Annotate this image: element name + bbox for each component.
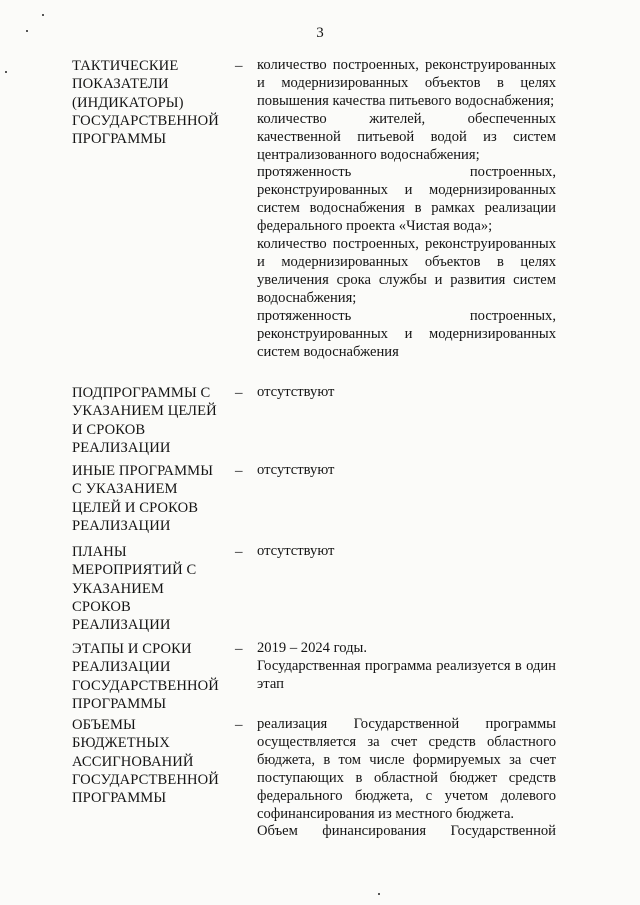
- value-paragraph: Объем финансирования Государственной: [257, 823, 556, 840]
- row-dash: –: [235, 58, 243, 74]
- row-value: [257, 716, 556, 841]
- row-label: ОБЪЕМЫ БЮДЖЕТНЫХ АССИГНОВАНИЙ ГОСУДАРСТВЕННОЙ ПРОГРАММЫ: [72, 717, 219, 807]
- value-paragraph: количество построенных, реконструированных и модернизированных объектов в целях увеличения срока службы и развития систем водоснабжения;: [257, 236, 556, 306]
- row-label: ТАКТИЧЕСКИЕ ПОКАЗАТЕЛИ (ИНДИКАТОРЫ) ГОСУДАРСТВЕННОЙ ПРОГРАММЫ: [72, 58, 219, 148]
- row-value: [257, 543, 556, 561]
- page-number: 3: [316, 25, 324, 41]
- value-paragraph: количество жителей, обеспеченных качественной питьевой водой из систем централизованного водоснабжения;: [257, 110, 556, 163]
- scan-speck: [42, 14, 44, 16]
- row-dash: –: [235, 544, 243, 560]
- value-paragraph: протяженность построенных, реконструированных и модернизированных систем водоснабжения в рамках реализации федерального проекта «Чистая вода»;: [257, 164, 556, 235]
- value-paragraph: Государственная программа реализуется в один этап: [257, 657, 556, 692]
- row-value: [257, 462, 556, 480]
- scan-speck: [5, 71, 7, 73]
- row-value: [257, 640, 556, 694]
- value-paragraph: количество построенных, реконструированных и модернизированных объектов в целях повышения качества питьевого водоснабжения;: [257, 57, 556, 109]
- value-paragraph: отсутствуют: [257, 543, 335, 559]
- scan-speck: [378, 893, 380, 895]
- value-paragraph: протяженность построенных, реконструированных и модернизированных систем водоснабжения: [257, 307, 556, 360]
- row-label: ПЛАНЫ МЕРОПРИЯТИЙ С УКАЗАНИЕМ СРОКОВ РЕАЛИЗАЦИИ: [72, 544, 197, 634]
- value-paragraph: реализация Государственной программы осуществляется за счет средств областного бюджета, в том числе формируемых за счет поступающих в областной бюджет средств федерального бюджета, с учетом долевого софинансирования из местного бюджета.: [257, 716, 556, 822]
- row-label: ПОДПРОГРАММЫ С УКАЗАНИЕМ ЦЕЛЕЙ И СРОКОВ РЕАЛИЗАЦИИ: [72, 385, 217, 456]
- row-dash: –: [235, 641, 243, 657]
- row-label: ЭТАПЫ И СРОКИ РЕАЛИЗАЦИИ ГОСУДАРСТВЕННОЙ ПРОГРАММЫ: [72, 641, 219, 712]
- value-paragraph: отсутствуют: [257, 384, 335, 400]
- row-dash: –: [235, 385, 243, 401]
- value-paragraph: 2019 – 2024 годы.: [257, 640, 367, 656]
- row-dash: –: [235, 717, 243, 733]
- row-value: [257, 57, 556, 361]
- value-paragraph: отсутствуют: [257, 462, 335, 478]
- row-label: ИНЫЕ ПРОГРАММЫ С УКАЗАНИЕМ ЦЕЛЕЙ И СРОКОВ РЕАЛИЗАЦИИ: [72, 463, 214, 534]
- scan-speck: [26, 30, 28, 32]
- row-value: [257, 384, 556, 402]
- row-dash: –: [235, 463, 243, 479]
